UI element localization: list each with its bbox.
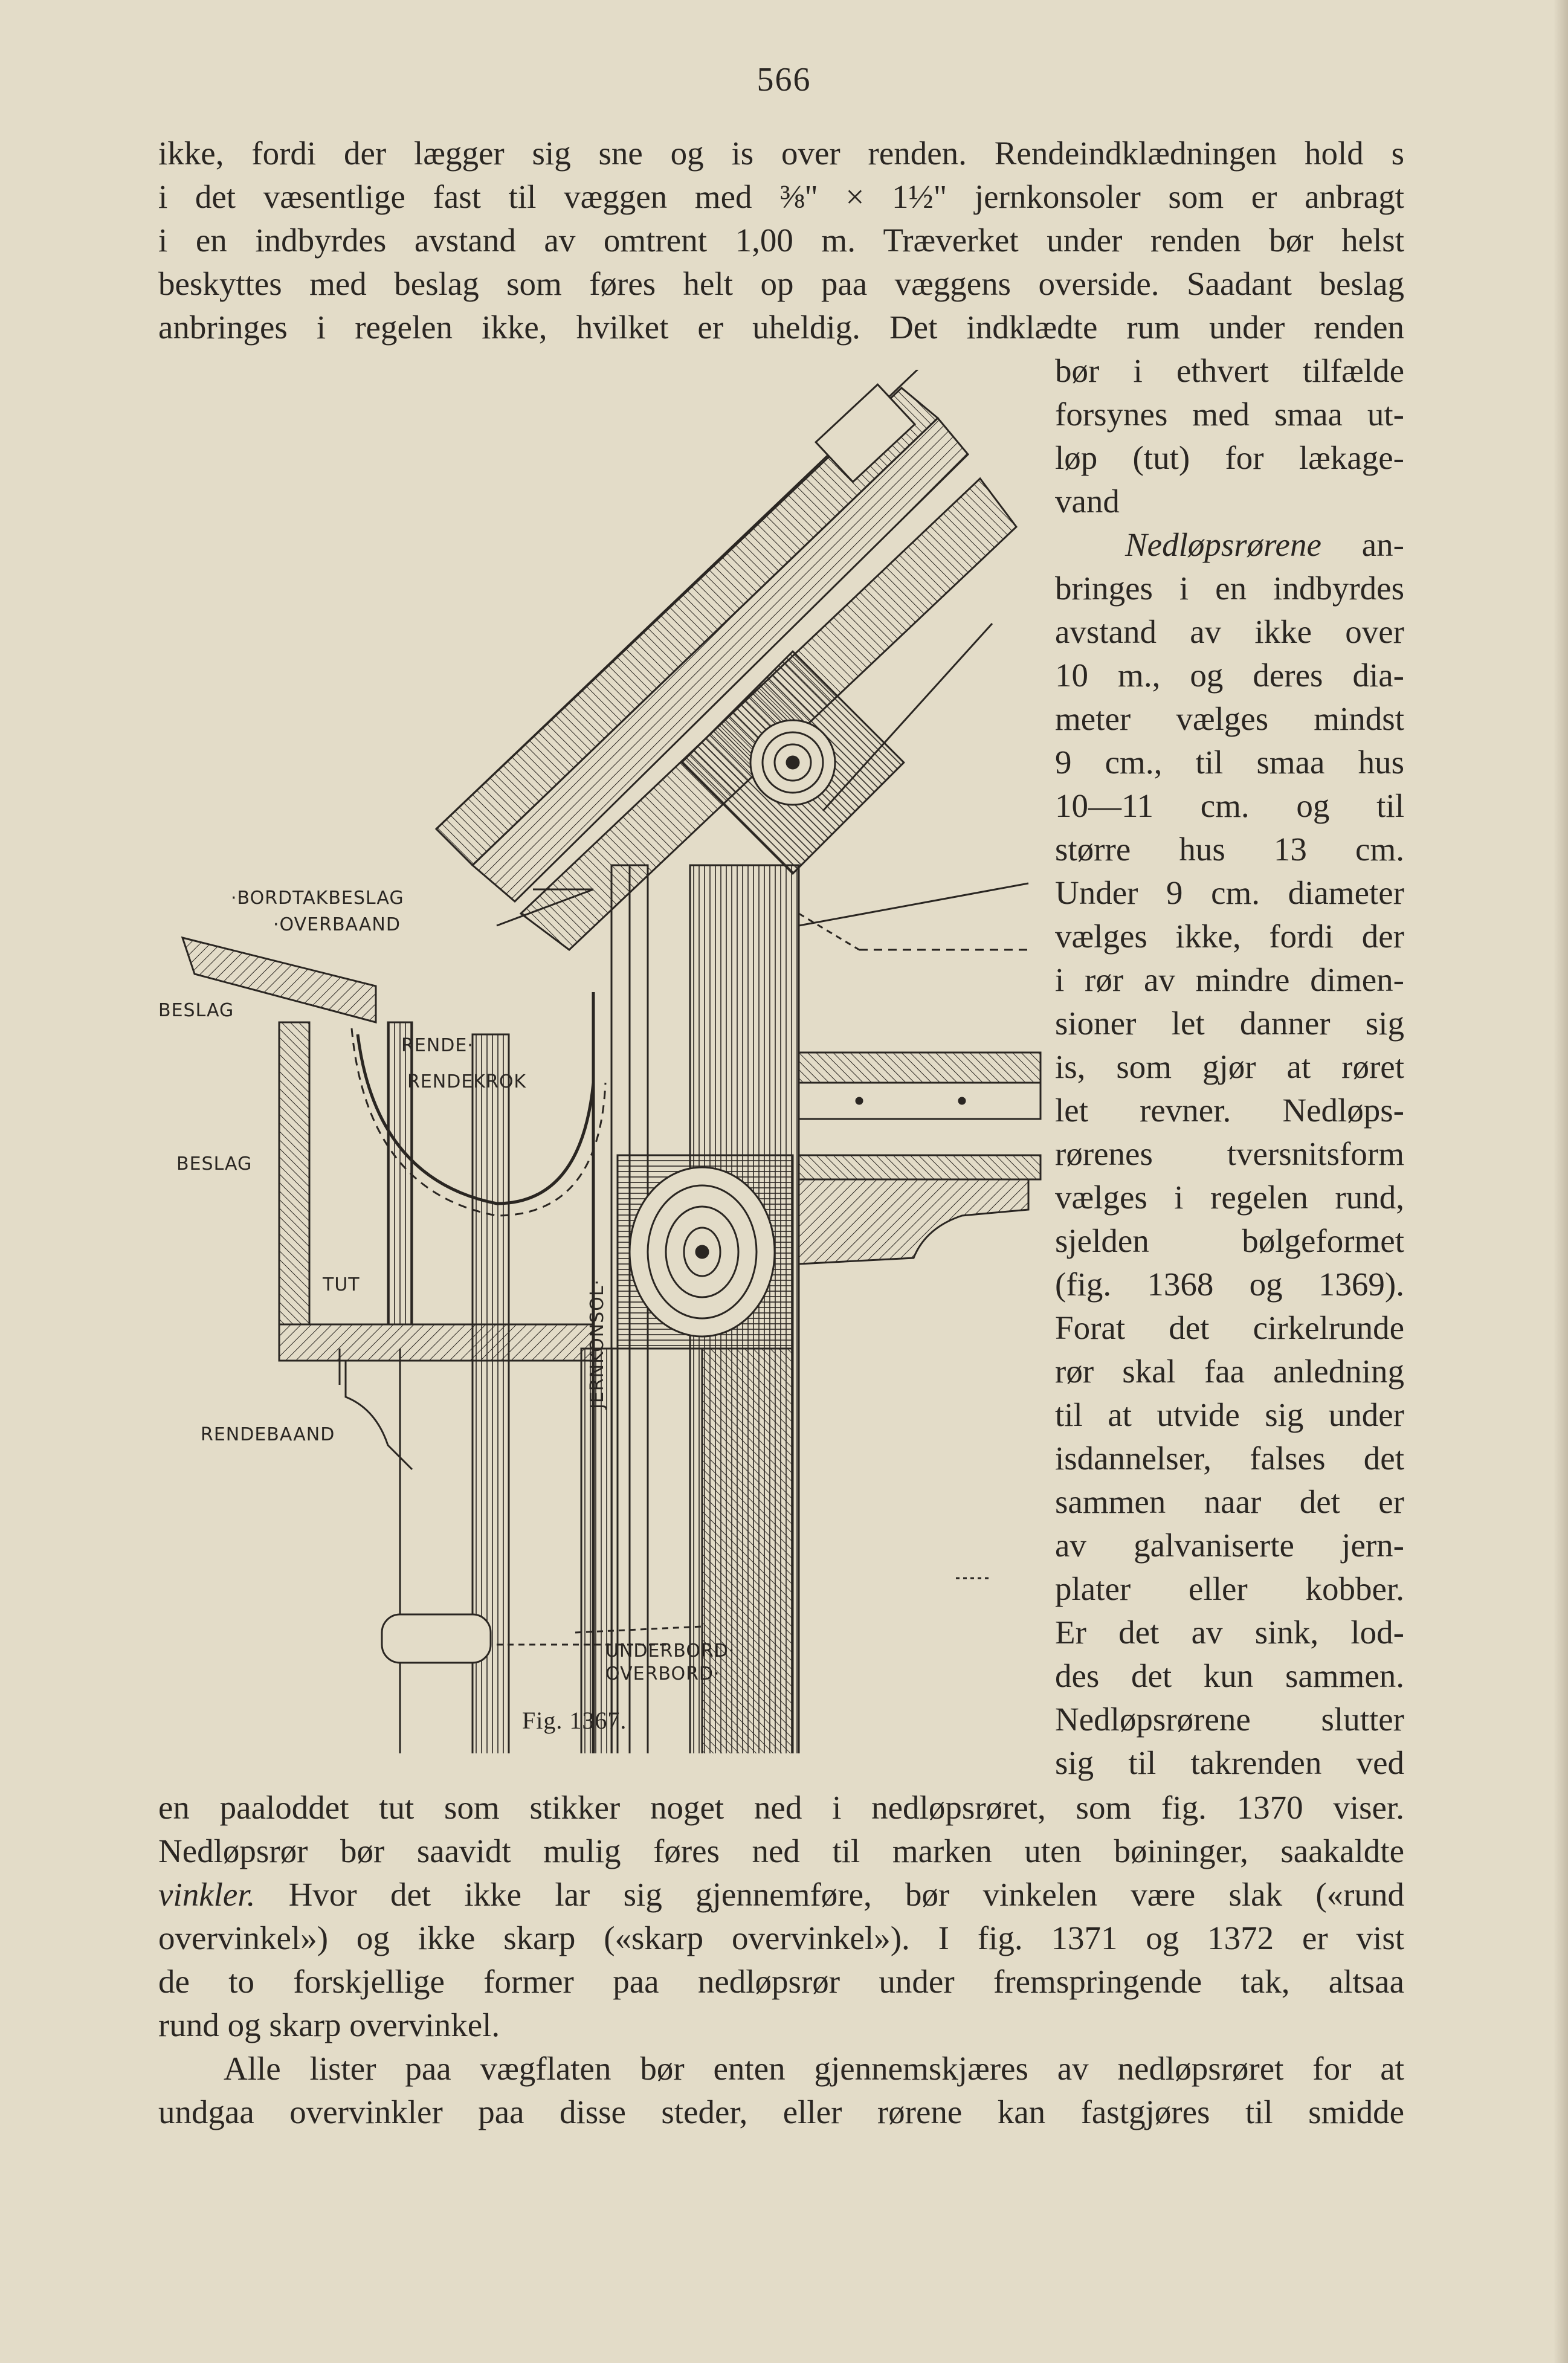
vinkler-rest: Hvor det ikke lar sig gjennemføre, bør vinkelen være slak («rund (255, 1876, 1404, 1913)
column-line: isdannelser, falses det (1055, 1440, 1404, 1477)
column-line: større hus 13 cm. (1055, 831, 1404, 868)
column-line: løp (tut) for lækage- (1055, 439, 1404, 476)
column-line: 10—11 cm. og til (1055, 787, 1404, 824)
text-line: anbringes i regelen ikke, hvilket er uheldig. Det indklædte rum under renden (158, 309, 1404, 346)
text-line: undgaa overvinkler paa disse steder, eller rørene kan fastgjøres til smidde (158, 2094, 1404, 2130)
column-line: vælges ikke, fordi der (1055, 918, 1404, 955)
column-line: 9 cm., til smaa hus (1055, 744, 1404, 781)
column-line: plater eller kobber. (1055, 1570, 1404, 1607)
label-rendebaand: RENDEBAAND (201, 1424, 335, 1445)
figure-caption: Fig. 1367. (522, 1707, 627, 1734)
column-line: 10 m., og deres dia- (1055, 657, 1404, 694)
column-line: is, som gjør at røret (1055, 1048, 1404, 1085)
label-tut: TUT (323, 1274, 360, 1295)
column-line: let revner. Nedløps- (1055, 1092, 1404, 1129)
column-line: sig til takrenden ved (1055, 1744, 1404, 1781)
label-rendekrok: RENDEKROK (407, 1071, 527, 1092)
page-number: 566 (757, 61, 811, 98)
text-line: en paaloddet tut som stikker noget ned i nedløpsrøret, som fig. 1370 viser. (158, 1789, 1404, 1826)
column-line: Nedløpsrørene slutter (1055, 1701, 1404, 1738)
label-beslag-mid: BESLAG (176, 1153, 253, 1175)
column-line: forsynes med smaa ut- (1055, 396, 1404, 433)
label-overbaand: ·OVERBAAND (273, 914, 401, 935)
beam-upper (799, 1053, 1040, 1083)
column-line: sjelden bølgeformet (1055, 1222, 1404, 1259)
text-line: Nedløpsrør bør saavidt mulig føres ned til marken uten bøininger, saakaldte (158, 1833, 1404, 1869)
gutter-detail-figure (158, 370, 1047, 1753)
nedlopsrorene-italic: Nedløpsrørene (1125, 526, 1321, 563)
column-line: vælges i regelen rund, (1055, 1179, 1404, 1216)
label-rende: RENDE· (401, 1035, 474, 1056)
gutter-section-drawing (158, 370, 1047, 1753)
page-edge-shadow (1553, 0, 1568, 2363)
column-line: vand (1055, 483, 1120, 520)
text-line: beskyttes med beslag som føres helt op paa væggens overside. Saadant beslag (158, 265, 1404, 302)
column-line: meter vælges mindst (1055, 700, 1404, 737)
column-line: til at utvide sig under (1055, 1396, 1404, 1433)
column-line: Forat det cirkelrunde (1055, 1309, 1404, 1346)
column-line: bringes i en indbyrdes (1055, 570, 1404, 607)
text-line: i en indbyrdes avstand av omtrent 1,00 m. Træverket under renden bør helst (158, 222, 1404, 259)
column-line: av galvaniserte jern- (1055, 1527, 1404, 1564)
column-line: avstand av ikke over (1055, 613, 1404, 650)
floor-joist (799, 1155, 1040, 1179)
text-line: i det væsentlige fast til væggen med ⅜" × 1½" jernkonsoler som er anbragt (158, 178, 1404, 215)
label-underbord: UNDERBORD· (605, 1640, 735, 1662)
column-heading-rest: an- (1361, 526, 1404, 563)
wall-plate-log (618, 1155, 793, 1349)
column-line: sioner let danner sig (1055, 1005, 1404, 1042)
column-line: i rør av mindre dimen- (1055, 961, 1404, 998)
label-beslag-top: BESLAG (158, 1000, 234, 1021)
text-line: Alle lister paa vægflaten bør enten gjennemskjæres av nedløpsrøret for at (224, 2050, 1404, 2087)
label-overbord: OVERBORD· (605, 1663, 720, 1684)
label-bordtakbeslag: ·BORDTAKBESLAG (231, 888, 404, 909)
vinkler-italic: vinkler. (158, 1876, 256, 1913)
column-line: Er det av sink, lod- (1055, 1614, 1404, 1651)
column-heading-line (1125, 523, 1404, 567)
text-line: de to forskjellige former paa nedløpsrør under fremspringende tak, altsaa (158, 1963, 1404, 2000)
column-line: des det kun sammen. (1055, 1657, 1404, 1694)
bracket (799, 1179, 1028, 1264)
roof-underlay (473, 418, 968, 901)
text-line-vinkler (158, 1873, 1404, 1917)
column-line: rørenes tversnitsform (1055, 1135, 1404, 1172)
text-line: rund og skarp overvinkel. (158, 2007, 500, 2043)
text-line: overvinkel») og ikke skarp («skarp overvinkel»). I fig. 1371 og 1372 er vist (158, 1920, 1404, 1956)
column-line: bør i ethvert tilfælde (1055, 352, 1404, 389)
column-line: Under 9 cm. diameter (1055, 874, 1404, 911)
column-line: rør skal faa anledning (1055, 1353, 1404, 1390)
beam-lower (799, 1083, 1040, 1119)
text-line: ikke, fordi der lægger sig sne og is over renden. Rendeindklædningen hold s (158, 135, 1404, 172)
lower-timber (702, 1349, 793, 1753)
downpipe (340, 1349, 491, 1753)
label-jernkonsol: JERNKONSOL· (587, 1278, 608, 1409)
column-line: sammen naar det er (1055, 1483, 1404, 1520)
column-line: (fig. 1368 og 1369). (1055, 1266, 1404, 1303)
